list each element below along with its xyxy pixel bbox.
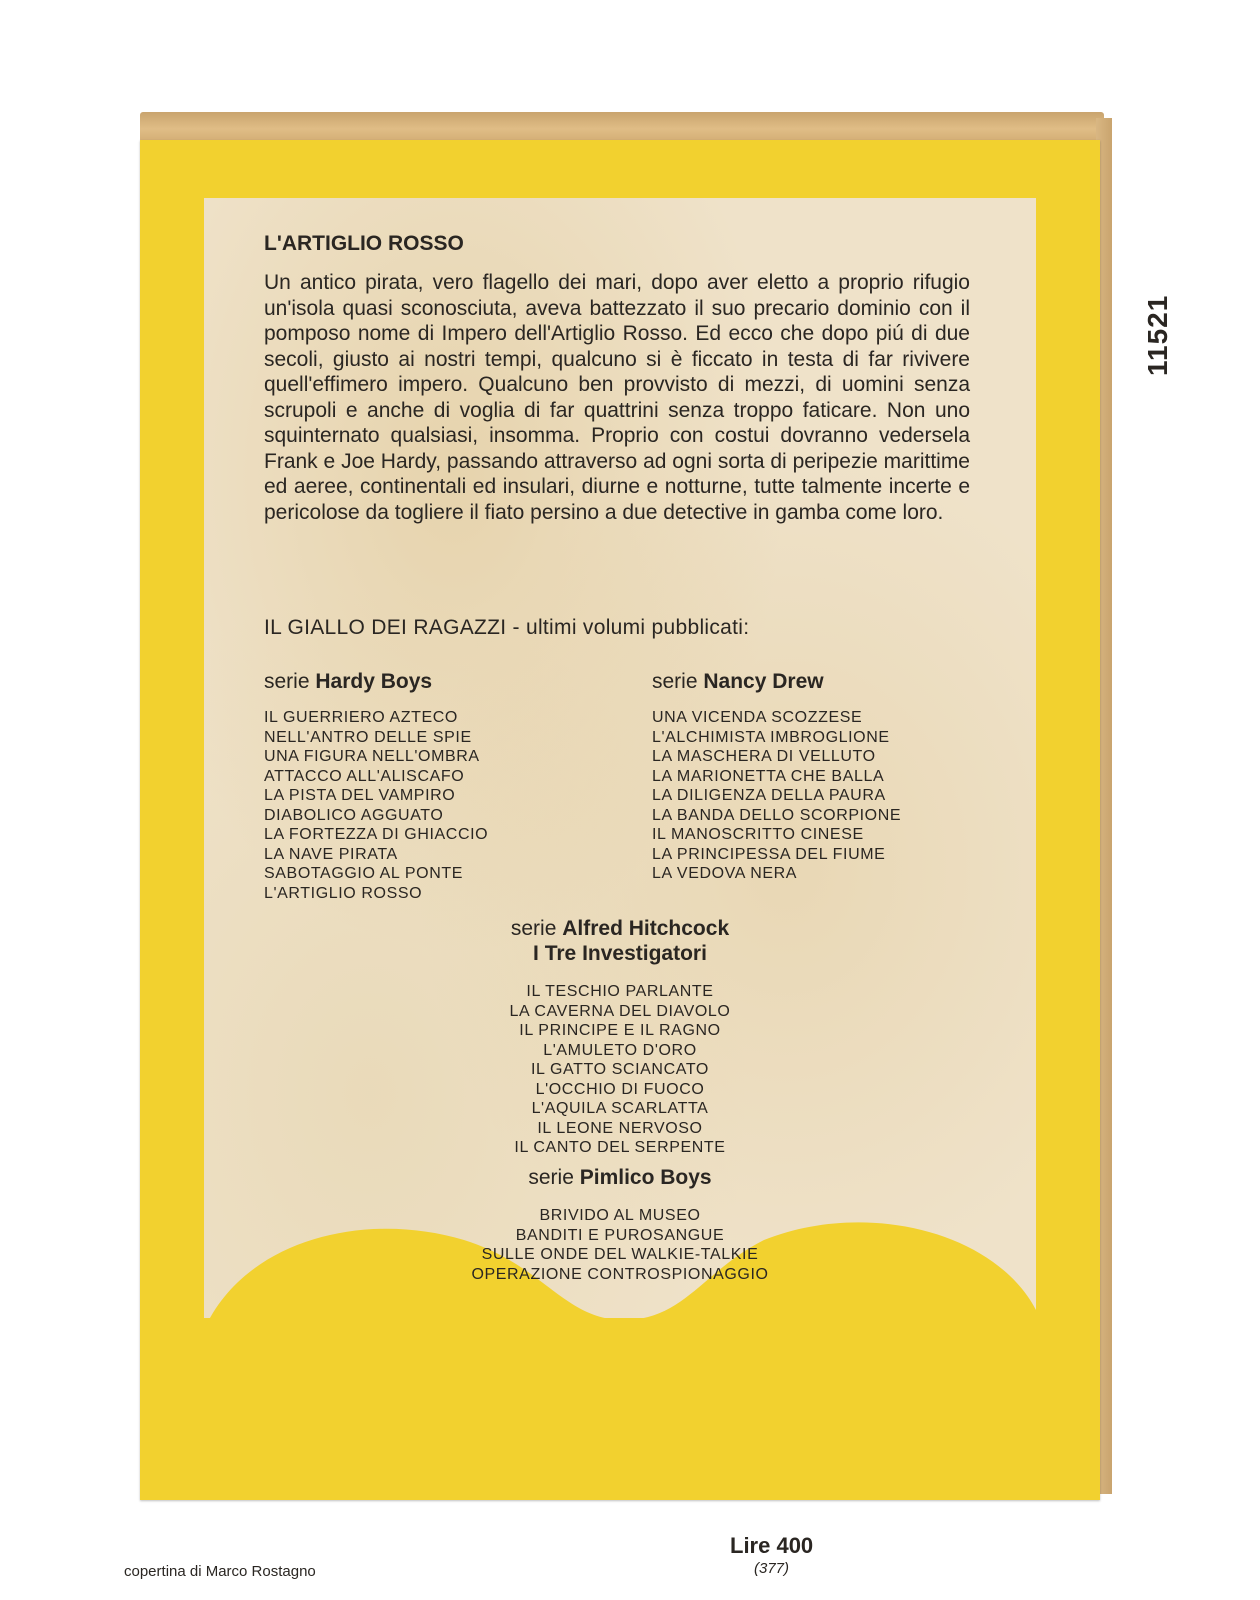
series-name: Alfred Hitchcock <box>562 917 730 940</box>
book-title-item: SABOTAGGIO AL PONTE <box>264 865 464 882</box>
price: Lire 400 <box>730 1533 814 1558</box>
book-blurb: Un antico pirata, vero flagello dei mari, dopo aver eletto a proprio rifugio un'isola quasi sconosciuta, aveva battezzato il suo precario dominio con il pomposo nome di Impero dell'Artiglio Rosso. Ed ecco che dopo piú di due secoli, giusto ai nostri tempi, qualcuno si è ficcato in testa di far rivivere quell'effimero impero. Qualcuno ben provvisto di mezzi, di uomini senza scrupoli e anche di voglia di far quattrini senza troppo faticare. Non uno squinternato qualsiasi, insomma. Proprio con costui dovranno vedersela Frank e Joe Hardy, passando attraverso ad ogni sorta di peripezie marittime ed aeree, continentali ed insulari, diurne e notturne, tutte talmente incerte e pericolose da togliere il fiato persino a due detective in gamba come loro. <box>264 271 970 524</box>
alfred-hitchcock-title-list <box>440 982 800 1158</box>
book-title-item: IL LEONE NERVOSO <box>537 1119 703 1137</box>
book-title-item: DIABOLICO AGGUATO <box>264 806 444 824</box>
book-title-item: L'ARTIGLIO ROSSO <box>264 884 423 902</box>
book-title-item: IL MANOSCRITTO CINESE <box>652 826 864 843</box>
book-title-item: NELL'ANTRO DELLE SPIE <box>264 728 472 746</box>
book-title: L'ARTIGLIO ROSSO <box>264 232 464 255</box>
book-title-item: IL TESCHIO PARLANTE <box>526 983 714 1000</box>
book-title-item: L'AQUILA SCARLATTA <box>531 1100 709 1117</box>
book-title-item: LA PISTA DEL VAMPIRO <box>264 787 456 804</box>
book-title-item: BANDITI E PUROSANGUE <box>515 1226 725 1244</box>
book-title-item: L'ALCHIMISTA IMBROGLIONE <box>652 728 890 746</box>
book-title-item: L'OCCHIO DI FUOCO <box>535 1080 705 1098</box>
book-title-item: UNA FIGURA NELL'OMBRA <box>264 748 480 765</box>
series-prefix: serie <box>652 670 698 693</box>
series-subtitle: I Tre Investigatori <box>533 942 707 965</box>
book-title-item: ATTACCO ALL'ALISCAFO <box>264 767 465 785</box>
book-title-item: LA BANDA DELLO SCORPIONE <box>652 806 902 824</box>
series-heading-hardy-boys <box>264 670 432 694</box>
book-title-item: UNA VICENDA SCOZZESE <box>652 709 863 726</box>
series-name: Hardy Boys <box>315 670 433 693</box>
book-title-item: LA PRINCIPESSA DEL FIUME <box>652 845 886 863</box>
book-title-item: SULLE ONDE DEL WALKIE-TALKIE <box>481 1246 759 1263</box>
book-title-item: OPERAZIONE CONTROSPIONAGGIO <box>471 1265 769 1283</box>
book-title-item: IL CANTO DEL SERPENTE <box>514 1139 726 1156</box>
series-name: Nancy Drew <box>703 670 824 693</box>
book-title-item: LA FORTEZZA DI GHIACCIO <box>264 826 489 843</box>
book-title-item: LA CAVERNA DEL DIAVOLO <box>509 1002 731 1020</box>
series-name: Pimlico Boys <box>579 1166 712 1189</box>
hardy-boys-title-list <box>264 708 488 903</box>
book-title-item: LA DILIGENZA DELLA PAURA <box>652 787 886 804</box>
catalog-code: 11521 <box>1142 294 1173 376</box>
book-title-item: LA MASCHERA DI VELLUTO <box>652 748 876 765</box>
book-title-item: IL GATTO SCIANCATO <box>531 1061 709 1078</box>
book-title-item: IL GUERRIERO AZTECO <box>264 709 458 726</box>
book-title-item: L'AMULETO D'ORO <box>543 1041 697 1059</box>
series-prefix: serie <box>528 1166 574 1189</box>
book-title-item: LA VEDOVA NERA <box>652 865 798 882</box>
series-heading-pimlico-boys <box>440 1166 800 1190</box>
volume-number: (377) <box>754 1560 790 1577</box>
cover-credit: copertina di Marco Rostagno <box>124 1563 316 1580</box>
book-title-item: LA MARIONETTA CHE BALLA <box>652 767 885 785</box>
back-cover <box>140 140 1173 1500</box>
collection-heading: IL GIALLO DEI RAGAZZI - ultimi volumi pubblicati: <box>264 616 750 639</box>
pimlico-boys-title-list <box>420 1206 820 1284</box>
series-prefix: serie <box>264 670 310 693</box>
book-title-item: BRIVIDO AL MUSEO <box>539 1207 701 1224</box>
series-prefix: serie <box>510 917 557 940</box>
series-heading-nancy-drew <box>652 670 824 694</box>
nancy-drew-title-list <box>652 708 901 884</box>
book-title-item: IL PRINCIPE E IL RAGNO <box>519 1022 721 1039</box>
series-heading-alfred-hitchcock <box>440 916 800 966</box>
book-title-item: LA NAVE PIRATA <box>264 845 398 863</box>
